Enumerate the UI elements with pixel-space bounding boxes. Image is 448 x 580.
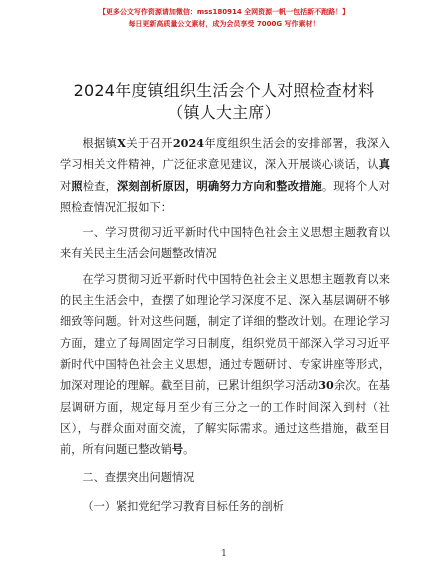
document-body: [60, 133, 390, 517]
intro-bold-zhao: 照: [71, 178, 83, 193]
intro-text-5: 检查，: [82, 179, 117, 193]
intro-bold-phrase-2: 明确努力方向和整改措施: [196, 178, 322, 193]
section-1-text-1: 在学习贯彻习近平新时代中国特色社会主义思想主题教育以来的民主生活会中，查摆了如理论学习深度不足、深入基层调研不够细致等问题。针对这些问题，制定了详细的整改计划。在理论学习方面，建立了每周固定学习日制度，组织党员干部深入学习习近平新时代中国特色社会主义思想，通过专题研讨、专家讲座等形式，加深对理论的理解。截至目前，已累计组织学习活动: [60, 272, 390, 393]
section-1-heading: 一、学习贯彻习近平新时代中国特色社会主义思想主题教育以来有关民主生活会问题整改情况: [60, 226, 390, 261]
section-1-text-2: 余次。在基层调研方面，规定每月至少有三分之一的工作时间深入到村（社区），与群众面对面交流，了解实际需求。通过这些措施，截至目前，所有问题已整改销: [60, 379, 390, 457]
intro-text-7: 。现将个人对照检查情况汇报如下：: [60, 179, 390, 214]
intro-text-4: 对: [60, 179, 72, 193]
promo-banner: [0, 6, 448, 30]
intro-text-2: 关于召开: [125, 137, 173, 150]
section-1-body: [60, 269, 390, 461]
intro-bold-year: 2024: [172, 136, 205, 150]
intro-text-3: 年度组织生活会的安排部署，我深入学习相关文件精神，广泛征求意见建议，深入开展谈心谈话，认: [60, 137, 390, 172]
promo-banner-line-1: 【更多公文写作资源请加微信：mss180914 全网资源一帆一包括新不跑路！】: [98, 8, 350, 16]
subsection-1-heading: （一）紧扣党纪学习教育目标任务的剖析: [82, 499, 284, 513]
section-1-bold-hao: 号: [171, 442, 184, 457]
intro-bold-phrase-1: 深刻剖析原因，: [116, 178, 197, 193]
intro-text-1: 根据镇: [82, 137, 118, 150]
section-1-bold-count: 30: [318, 378, 334, 393]
promo-banner-line-2: 每日更新高质量公文素材，成为会员享受 7000G 写作素材！: [128, 20, 320, 28]
section-2-heading: 二、查摆突出问题情况: [82, 471, 195, 485]
document-title: 2024年度镇组织生活会个人对照检查材料（镇人大主席）: [73, 81, 375, 122]
page-number: 1: [221, 549, 227, 559]
section-1-text-3: 。: [183, 443, 195, 457]
intro-paragraph: [60, 133, 390, 218]
intro-bold-zhen: 真: [378, 157, 390, 172]
intro-bold-x: X: [117, 136, 126, 150]
